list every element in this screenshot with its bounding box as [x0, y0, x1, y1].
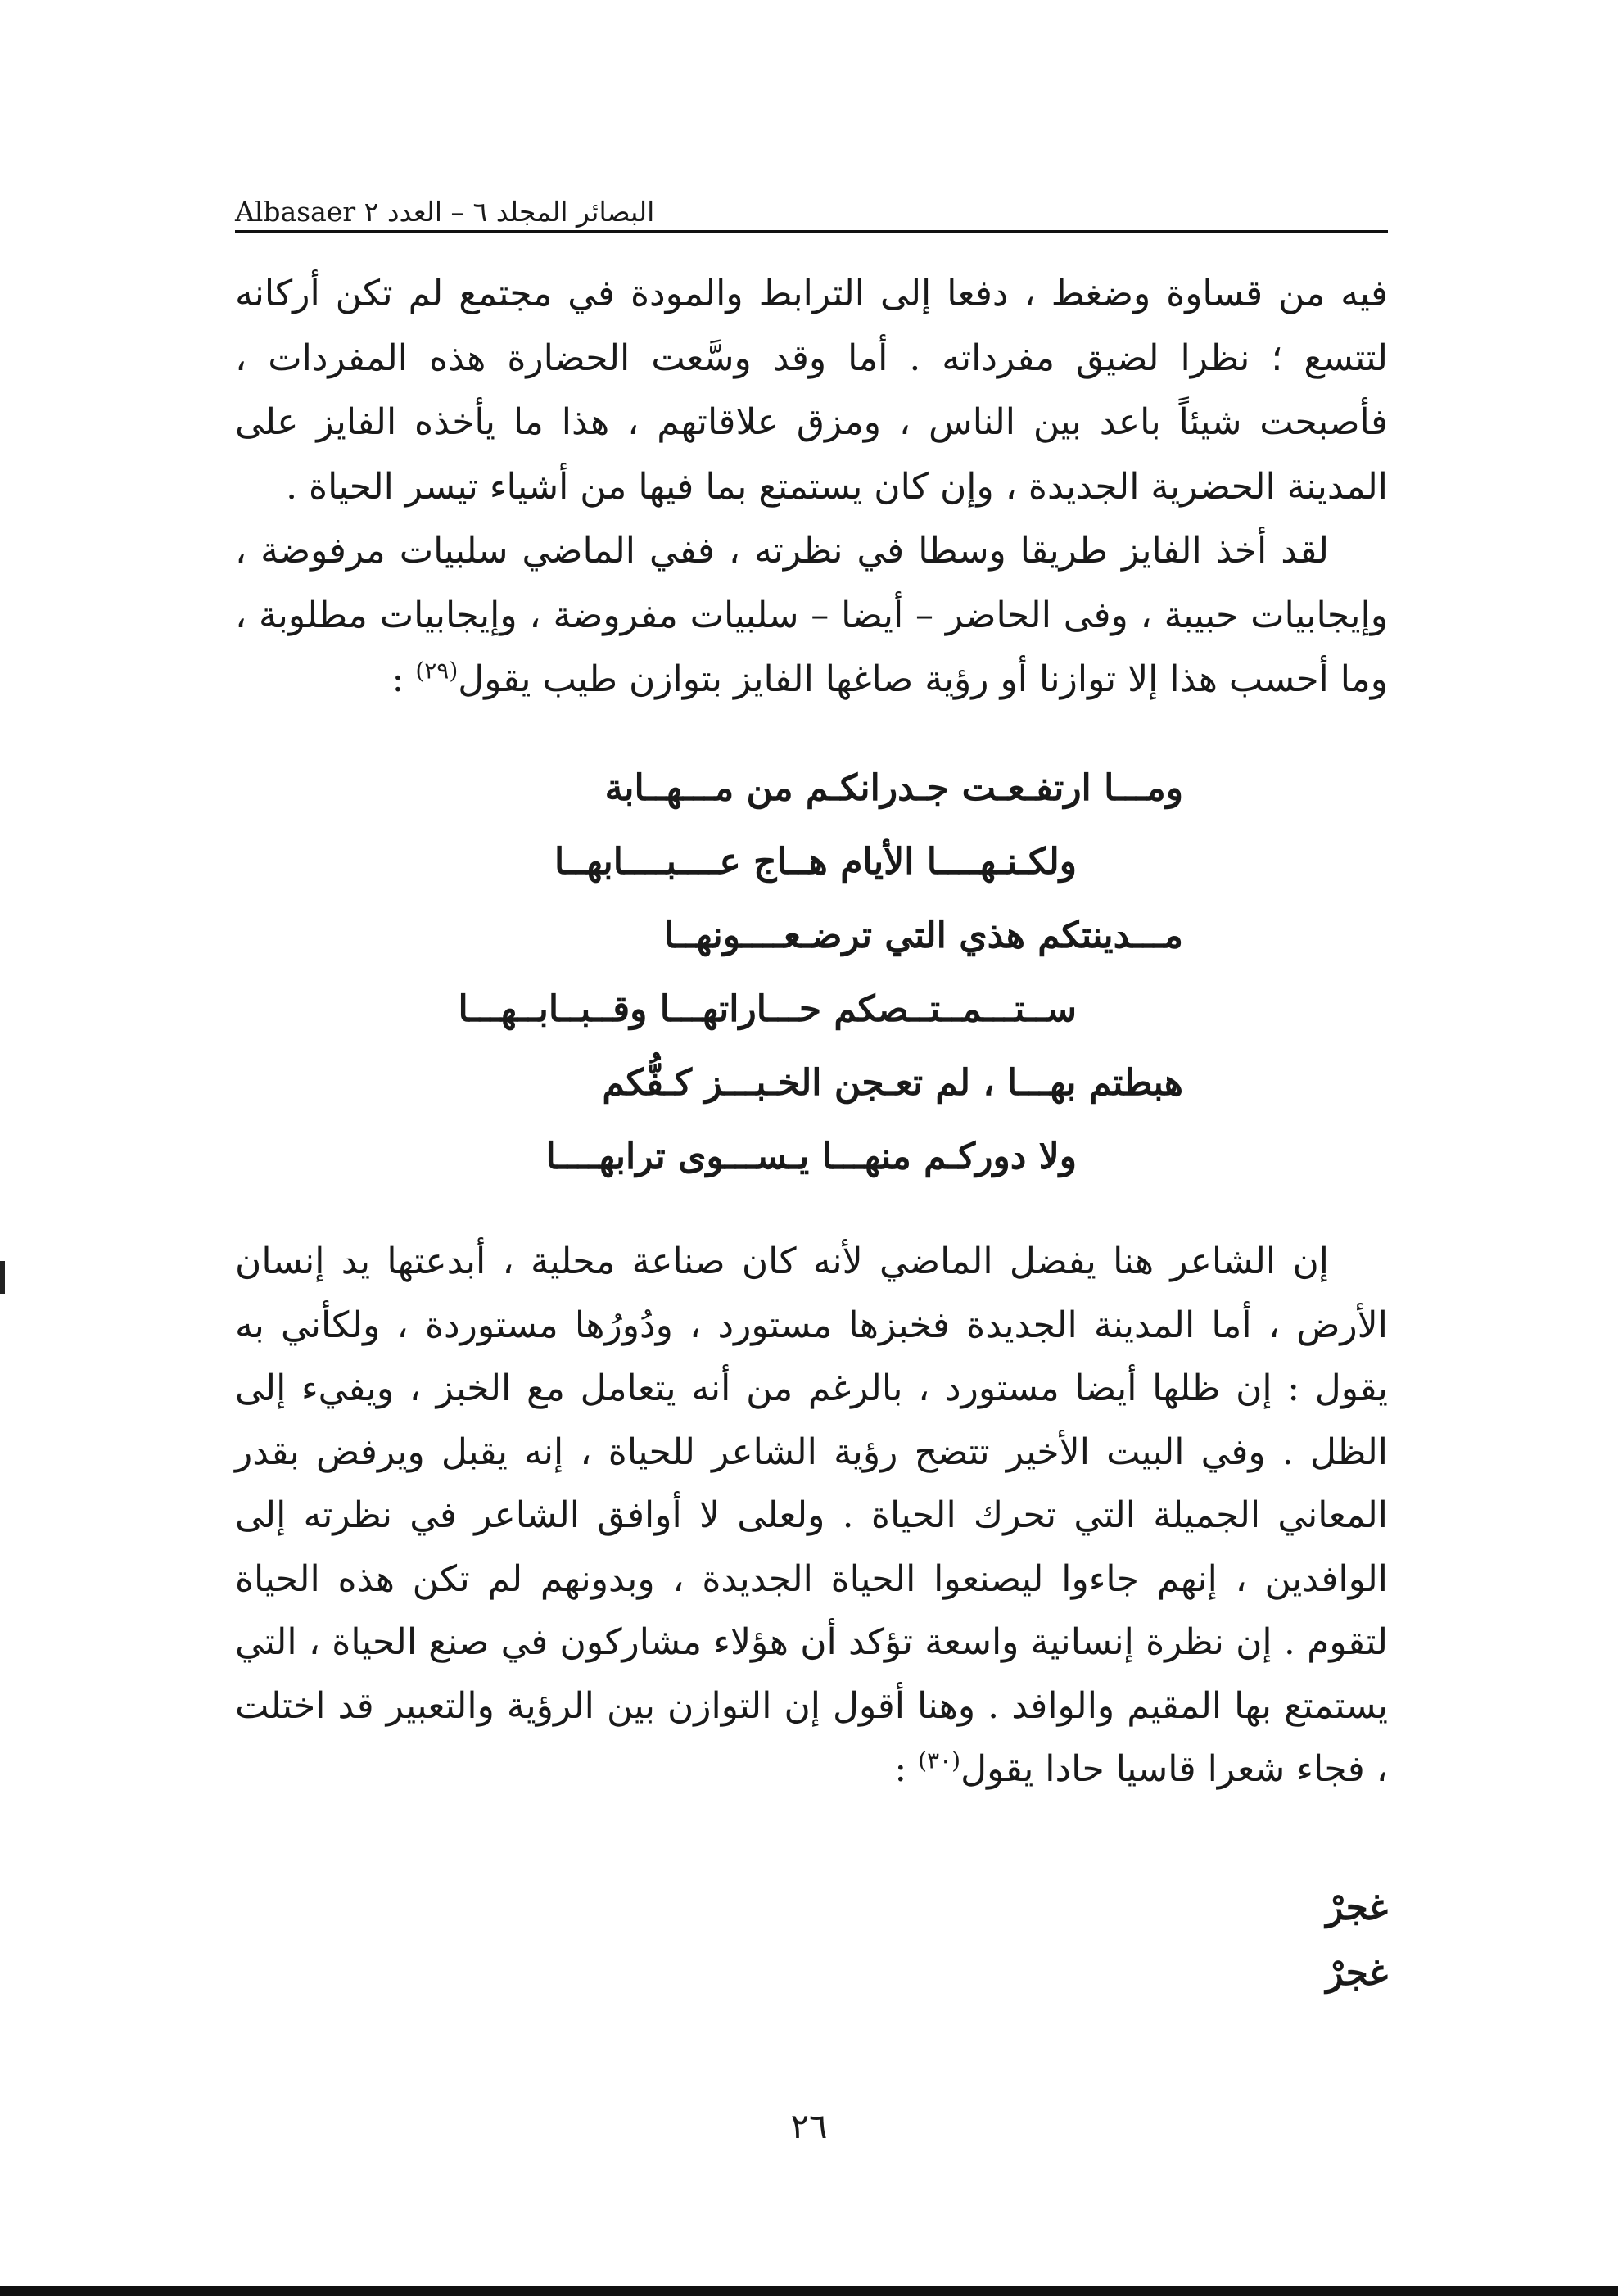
footnote-ref-29: (٢٩) — [415, 657, 459, 685]
colon-2: : — [894, 1748, 919, 1790]
running-title: البصائر المجلد ٦ – العدد ٢ Albasaer — [235, 196, 655, 228]
poem-block — [235, 752, 1388, 1194]
poem-line-6: ولا دوركـم منهـــا يـســـوى ترابهــــا — [545, 1136, 1077, 1177]
poem-line-1: ومـــا ارتفـعـت جـدرانكـم من مـــهــابة — [604, 767, 1183, 809]
short-verse — [1326, 1875, 1388, 2006]
running-header — [235, 182, 1388, 228]
colon: : — [391, 658, 416, 700]
paragraph-1: فيه من قساوة وضغط ، دفعا إلى الترابط والمودة في مجتمع لم تكن أركانه لتتسع ؛ نظرا لضيق مفرداته . أما وقد وسَّعت الحضارة هذه المفردات ، فأصبحت شيئاً باعد بين الناس ، ومزق علاقاتهم ، هذا ما يأخذه الفايز على المدينة الحضرية الجديدة ، وإن كان يستمتع بما فيها من أشياء تيسر الحياة . — [235, 273, 1388, 508]
paragraph-3 — [235, 1230, 1388, 1801]
short-verse-line-1: غجرْ — [1326, 1887, 1388, 1928]
poem-line-2: ولكـنـهــــا الأيام هــاج عــــبــــابهــا — [554, 841, 1077, 883]
poem-line-5: هبطتم بهـــا ، لم تعـجن الخـبـــز كـفُّكم — [602, 1062, 1183, 1104]
paragraph-2-text: لقد أخذ الفايز طريقا وسطا في نظرته ، ففي الماضي سلبيات مرفوضة ، وإيجابيات حبيبة ، وفى الحاضر – أيضا – سلبيات مفروضة ، وإيجابيات مطلوبة ، وما أحسب هذا إلا توازنا أو رؤية صاغها الفايز بتوازن طيب يقول — [235, 530, 1388, 700]
poem-line-4: ســتـــمــتــصكم حـــاراتهـــا وقــبــابــهـــا — [458, 988, 1077, 1030]
body-text-top — [235, 262, 1388, 712]
paragraph-2 — [235, 519, 1388, 712]
footnote-ref-30: (٣٠) — [918, 1747, 961, 1774]
body-text-bottom — [235, 1230, 1388, 1801]
short-verse-line-2: غجرْ — [1326, 1952, 1388, 1994]
scan-edge-mark — [0, 1261, 5, 1294]
page-number: ٢٦ — [790, 2106, 828, 2146]
poem-line-3: مـــدينتكم هذي التي ترضـعــــونهــا — [663, 915, 1183, 956]
scan-bottom-edge — [0, 2286, 1618, 2296]
paragraph-3-text: إن الشاعر هنا يفضل الماضي لأنه كان صناعة محلية ، أبدعتها يد إنسان الأرض ، أما المدينة الجديدة فخبزها مستورد ، ودُورُها مستوردة ، ولكأني به يقول : إن ظلها أيضا مستورد ، بالرغم من أنه يتعامل مع الخبز ، ويفيء إلى الظل . وفي البيت الأخير تتضح رؤية الشاعر للحياة ، إنه يقبل ويرفض بقدر المعاني الجميلة التي تحرك الحياة . ولعلى لا أوافق الشاعر في نظرته إلى الوافدين ، إنهم جاءوا ليصنعوا الحياة الجديدة ، وبدونهم لم تكن هذه الحياة لتقوم . إن نظرة إنسانية واسعة تؤكد أن هؤلاء مشاركون في صنع الحياة ، التي يستمتع بها المقيم والوافد . وهنا أقول إن التوازن بين الرؤية والتعبير قد اختلت ، فجاء شعرا قاسيا حادا يقول — [235, 1241, 1388, 1790]
header-rule — [235, 230, 1388, 233]
